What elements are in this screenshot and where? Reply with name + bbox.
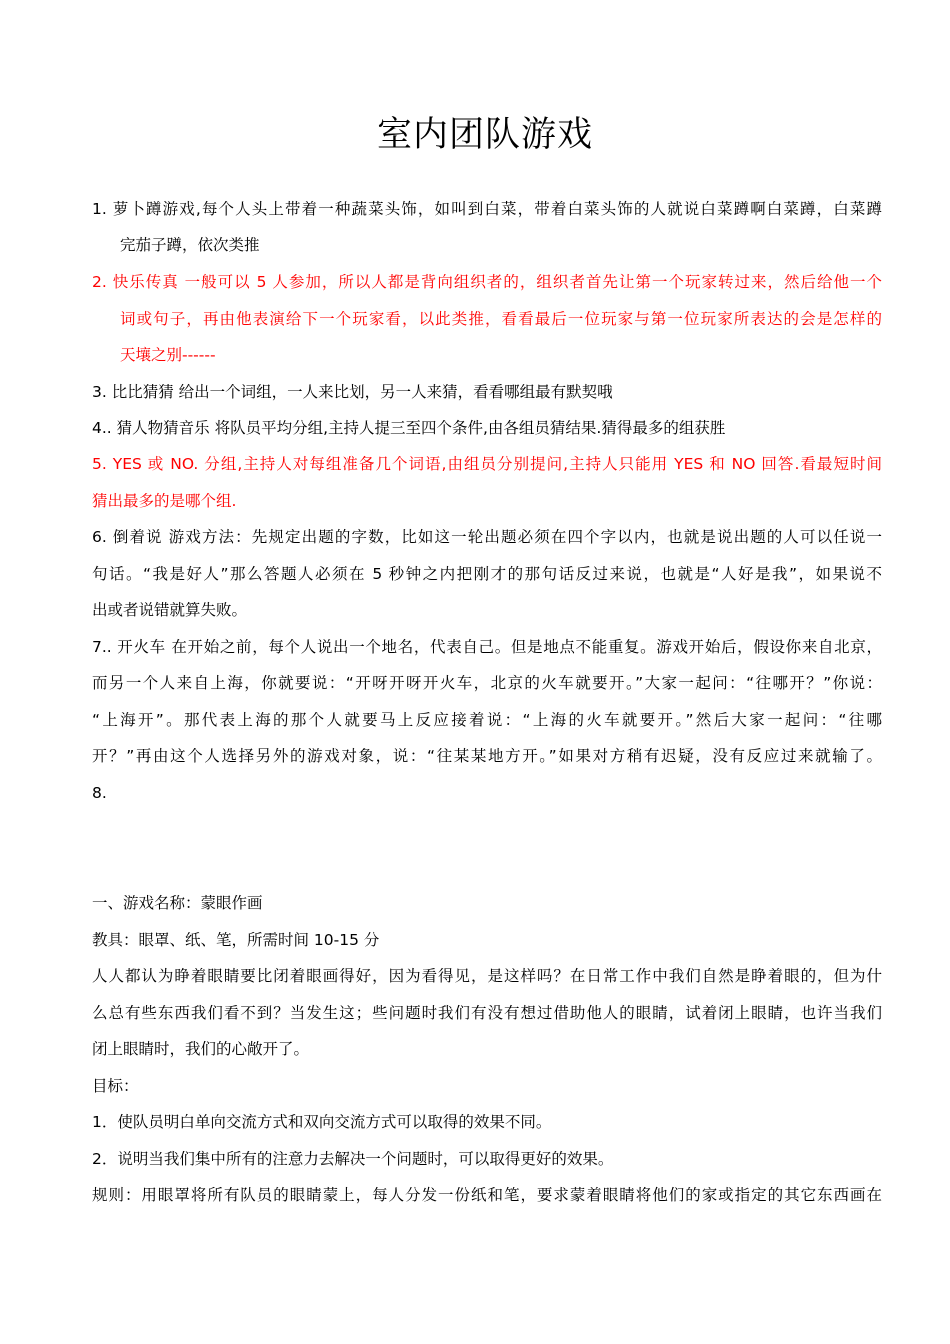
game-2-line-2: 词或句子，再由他表演给下一个玩家看，以此类推，看看最后一位玩家与第一位玩家所表达的会是怎样的 (120, 310, 882, 328)
section-goal-1: 1．使队员明白单向交流方式和双向交流方式可以取得的效果不同。 (92, 1113, 552, 1131)
section-tools: 教具：眼罩、纸、笔，所需时间 10-15 分 (92, 931, 380, 949)
section-intro-line-3: 闭上眼睛时，我们的心敞开了。 (92, 1040, 310, 1058)
game-5-line-1: 5. YES 或 NO. 分组,主持人对每组准备几个词语,由组员分别提问,主持人只能用 YES 和 NO 回答.看最短时间 (92, 455, 882, 473)
game-1-line-1: 1. 萝卜蹲游戏,每个人头上带着一种蔬菜头饰，如叫到白菜，带着白菜头饰的人就说白菜蹲啊白菜蹲，白菜蹲 (92, 200, 882, 218)
game-7-line-3: “上海开”。那代表上海的那个人就要马上反应接着说：“上海的火车就要开。”然后大家一起问：“往哪 (92, 711, 882, 729)
game-7-line-2: 而另一个人来自上海，你就要说：“开呀开呀开火车，北京的火车就要开。”大家一起问：“往哪开？”你说： (92, 674, 882, 692)
game-5-line-2: 猜出最多的是哪个组. (92, 492, 237, 510)
game-4-line-1: 4.. 猜人物猜音乐 将队员平均分组,主持人提三至四个条件,由各组员猜结果.猜得最多的组获胜 (92, 419, 726, 437)
section-rule: 规则：用眼罩将所有队员的眼睛蒙上，每人分发一份纸和笔，要求蒙着眼睛将他们的家或指定的其它东西画在 (92, 1186, 882, 1204)
game-8-line-1: 8. (92, 784, 107, 802)
section-intro-line-2: 么总有些东西我们看不到？当发生这；些问题时我们有没有想过借助他人的眼睛，试着闭上眼睛，也许当我们 (92, 1004, 882, 1022)
game-1-line-2: 完茄子蹲，依次类推 (120, 236, 260, 254)
game-6-line-1: 6. 倒着说 游戏方法：先规定出题的字数，比如这一轮出题必须在四个字以内，也就是说出题的人可以任说一 (92, 528, 882, 546)
game-6-line-2: 句话。“我是好人”那么答题人必须在 5 秒钟之内把刚才的那句话反过来说，也就是“人好是我”，如果说不 (92, 565, 882, 583)
page-title: 室内团队游戏 (376, 115, 593, 155)
section-intro-line-1: 人人都认为睁着眼睛要比闭着眼画得好，因为看得见，是这样吗？在日常工作中我们自然是睁着眼的，但为什 (92, 967, 882, 985)
game-2-line-3: 天壤之别------ (120, 346, 216, 364)
section-goal-2: 2．说明当我们集中所有的注意力去解决一个问题时，可以取得更好的效果。 (92, 1150, 614, 1168)
game-6-line-3: 出或者说错就算失败。 (92, 601, 248, 619)
game-3-line-1: 3. 比比猜猜 给出一个词组，一人来比划，另一人来猜，看看哪组最有默契哦 (92, 383, 613, 401)
game-2-line-1: 2. 快乐传真 一般可以 5 人参加，所以人都是背向组织者的，组织者首先让第一个玩家转过来，然后给他一个 (92, 273, 882, 291)
section-goal-label: 目标： (92, 1077, 139, 1095)
game-7-line-1: 7.. 开火车 在开始之前，每个人说出一个地名，代表自己。但是地点不能重复。游戏开始后，假设你来自北京， (92, 638, 882, 656)
section-heading: 一、游戏名称：蒙眼作画 (92, 894, 263, 912)
game-7-line-4: 开？”再由这个人选择另外的游戏对象，说：“往某某地方开。”如果对方稍有迟疑，没有反应过来就输了。 (92, 747, 882, 765)
